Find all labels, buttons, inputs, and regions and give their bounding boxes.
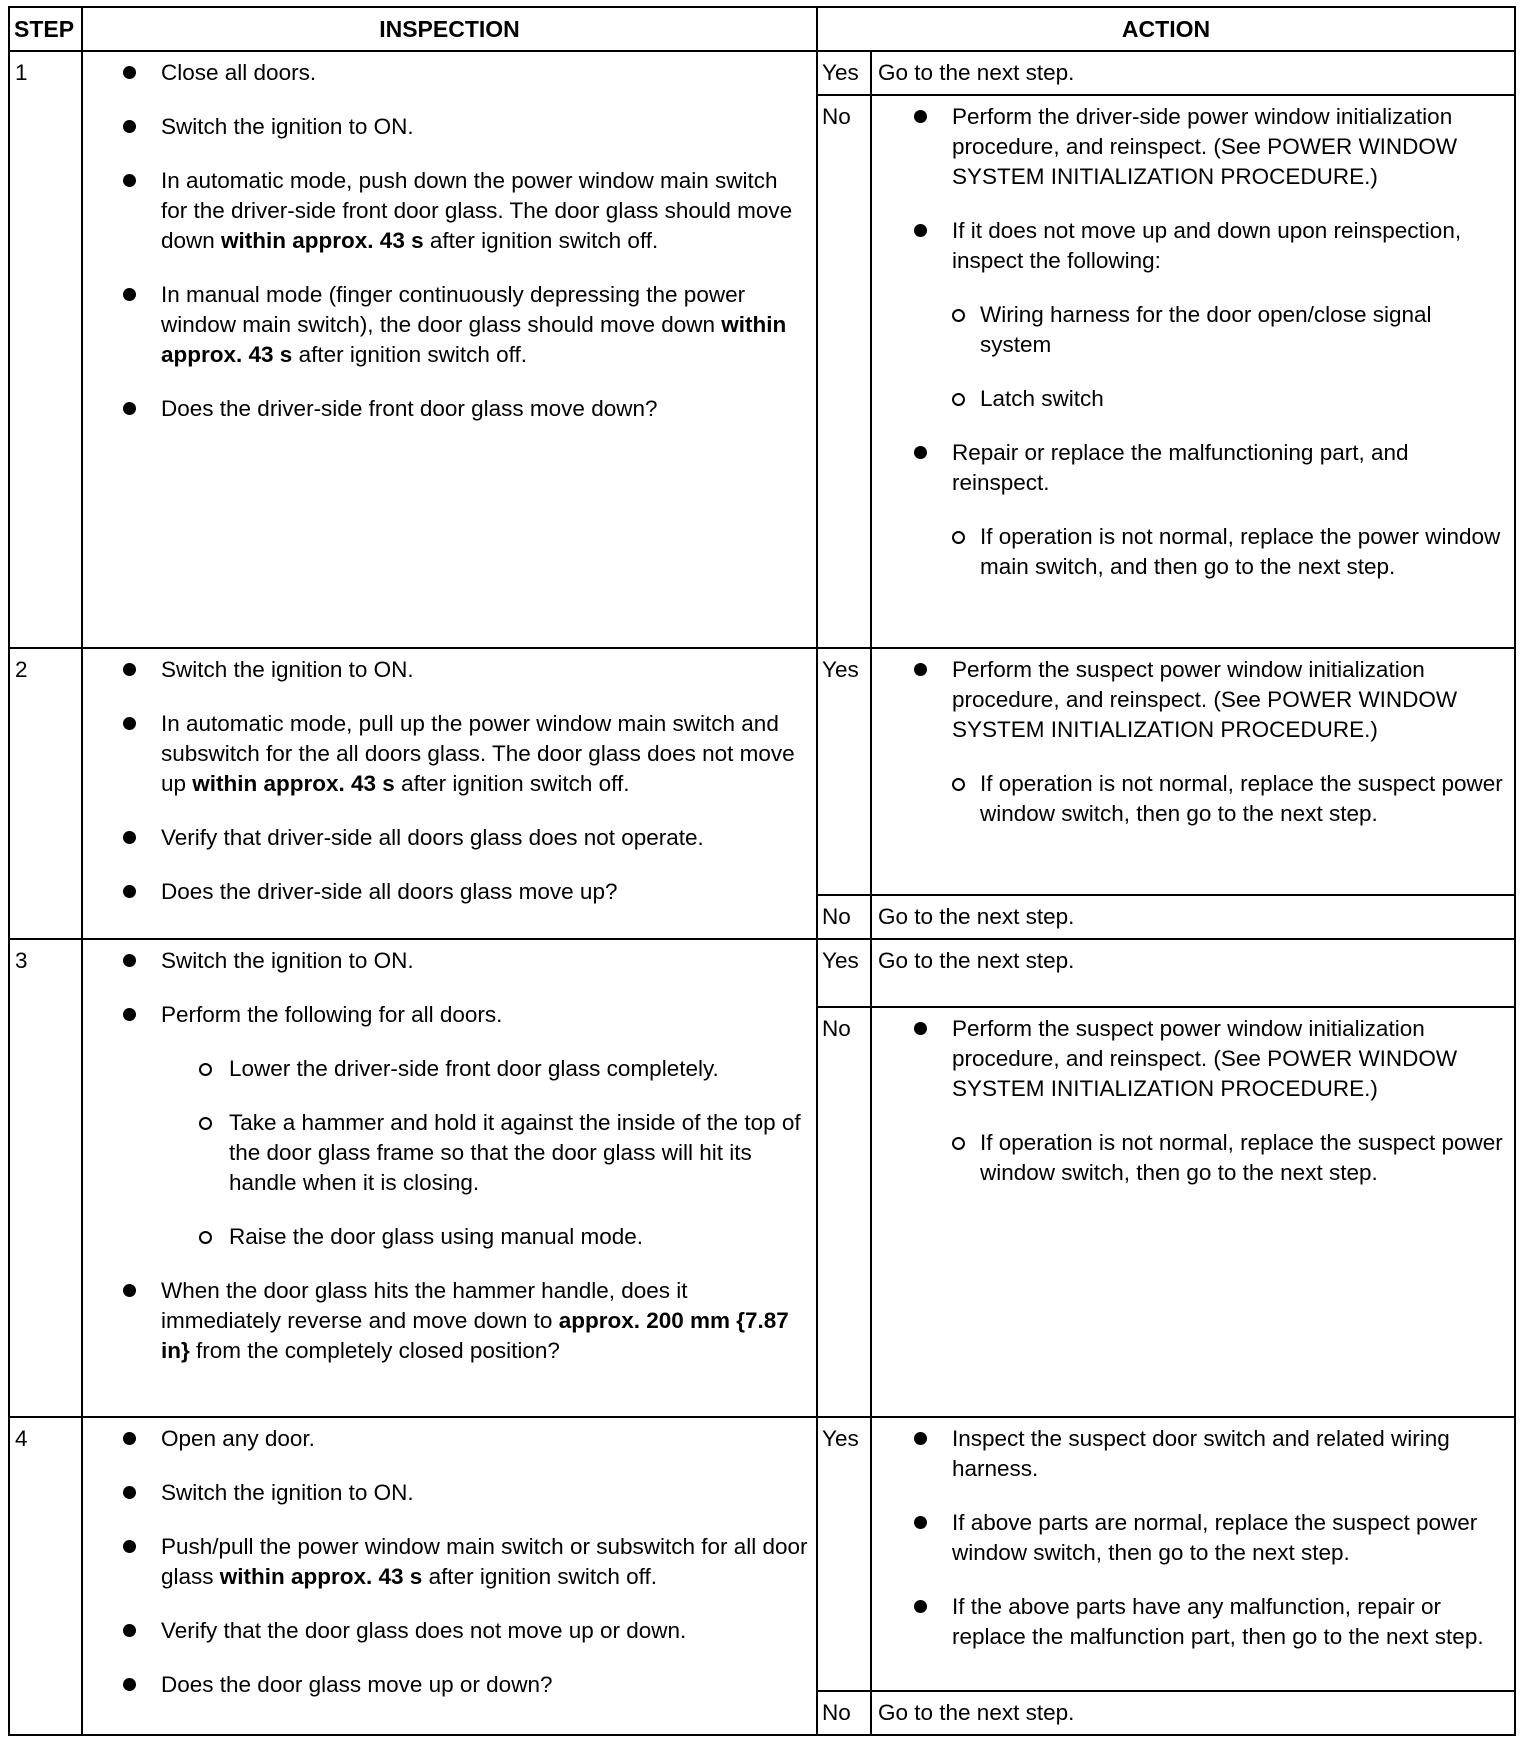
action-item: Perform the suspect power window initialization procedure, and reinspect. (See POWER WINDOW SYSTEM INITIALIZATION PROCEDURE.) — [912, 655, 1506, 745]
bullet-icon — [914, 1600, 927, 1613]
no-action: Go to the next step. — [871, 895, 1515, 939]
inspection-item: In manual mode (finger continuously depressing the power window main switch), the door glass should move down within approx. 43 s after ignition switch off. — [121, 280, 808, 370]
action-item: Inspect the suspect door switch and related wiring harness. — [912, 1424, 1506, 1484]
step-number: 2 — [9, 648, 82, 939]
bullet-icon — [914, 1022, 927, 1035]
bullet-icon — [123, 288, 136, 301]
bullet-icon — [123, 1432, 136, 1445]
step-1-inspection — [82, 51, 817, 648]
bullet-icon — [123, 66, 136, 79]
inspection-item: In automatic mode, push down the power window main switch for the driver-side front door glass. The door glass should move down within approx. 43 s after ignition switch off. — [121, 166, 808, 256]
bullet-icon — [914, 224, 927, 237]
bullet-icon — [914, 446, 927, 459]
inspection-item: When the door glass hits the hammer handle, does it immediately reverse and move down to approx. 200 mm {7.87 in} from the completely closed position? — [121, 1276, 808, 1366]
circle-bullet-icon — [952, 393, 965, 406]
inspection-procedure-sheet — [8, 6, 1514, 1736]
bullet-icon — [123, 1678, 136, 1691]
bullet-icon — [123, 1486, 136, 1499]
no-action: Go to the next step. — [871, 1691, 1515, 1735]
inspection-item: Does the driver-side all doors glass move up? — [121, 877, 808, 907]
bullet-icon — [123, 1008, 136, 1021]
header-row — [9, 7, 1515, 51]
inspection-subitem: Raise the door glass using manual mode. — [121, 1222, 808, 1252]
no-label: No — [817, 895, 871, 939]
step-2-inspection — [82, 648, 817, 939]
inspection-item: Push/pull the power window main switch or subswitch for all door glass within approx. 43 s after ignition switch off. — [121, 1532, 808, 1592]
step-number: 4 — [9, 1417, 82, 1735]
action-subitem: Wiring harness for the door open/close signal system — [912, 300, 1506, 360]
step-number: 1 — [9, 51, 82, 648]
bullet-icon — [123, 885, 136, 898]
inspection-item: Verify that driver-side all doors glass does not operate. — [121, 823, 808, 853]
bullet-icon — [914, 663, 927, 676]
bullet-icon — [123, 831, 136, 844]
inspection-item: Does the driver-side front door glass move down? — [121, 394, 808, 424]
yes-label: Yes — [817, 648, 871, 895]
circle-bullet-icon — [952, 778, 965, 791]
step-4-inspection — [82, 1417, 817, 1735]
yes-label: Yes — [817, 939, 871, 1007]
header-action: ACTION — [817, 7, 1515, 51]
action-item: If the above parts have any malfunction, repair or replace the malfunction part, then go to the next step. — [912, 1592, 1506, 1652]
inspection-item: Switch the ignition to ON. — [121, 655, 808, 685]
troubleshooting-table — [8, 6, 1516, 1736]
no-action — [871, 1007, 1515, 1416]
inspection-item: Switch the ignition to ON. — [121, 112, 808, 142]
step-4-row-yes — [9, 1417, 1515, 1691]
inspection-item: Does the door glass move up or down? — [121, 1670, 808, 1700]
circle-bullet-icon — [952, 309, 965, 322]
bullet-icon — [123, 174, 136, 187]
circle-bullet-icon — [199, 1117, 212, 1130]
inspection-item: Switch the ignition to ON. — [121, 946, 808, 976]
yes-action — [871, 648, 1515, 895]
circle-bullet-icon — [199, 1063, 212, 1076]
no-label: No — [817, 1691, 871, 1735]
yes-label: Yes — [817, 51, 871, 95]
bullet-icon — [123, 1284, 136, 1297]
bullet-icon — [123, 663, 136, 676]
yes-action: Go to the next step. — [871, 51, 1515, 95]
circle-bullet-icon — [952, 531, 965, 544]
inspection-subitem: Lower the driver-side front door glass completely. — [121, 1054, 808, 1084]
circle-bullet-icon — [199, 1231, 212, 1244]
yes-label: Yes — [817, 1417, 871, 1691]
inspection-item: In automatic mode, pull up the power window main switch and subswitch for the all doors glass. The door glass does not move up within approx. 43 s after ignition switch off. — [121, 709, 808, 799]
header-step: STEP — [9, 7, 82, 51]
step-1-row-yes — [9, 51, 1515, 95]
yes-action — [871, 1417, 1515, 1691]
no-label: No — [817, 1007, 871, 1416]
bullet-icon — [914, 1516, 927, 1529]
inspection-item: Open any door. — [121, 1424, 808, 1454]
action-item: Repair or replace the malfunctioning part, and reinspect. — [912, 438, 1506, 498]
bullet-icon — [123, 717, 136, 730]
no-label: No — [817, 95, 871, 648]
inspection-item: Verify that the door glass does not move up or down. — [121, 1616, 808, 1646]
bullet-icon — [123, 1540, 136, 1553]
no-action — [871, 95, 1515, 648]
action-item: If above parts are normal, replace the suspect power window switch, then go to the next step. — [912, 1508, 1506, 1568]
action-subitem: If operation is not normal, replace the suspect power window switch, then go to the next step. — [912, 1128, 1506, 1188]
action-item: Perform the suspect power window initialization procedure, and reinspect. (See POWER WINDOW SYSTEM INITIALIZATION PROCEDURE.) — [912, 1014, 1506, 1104]
bullet-icon — [123, 120, 136, 133]
step-2-row-yes — [9, 648, 1515, 895]
action-item: Perform the driver-side power window initialization procedure, and reinspect. (See POWER WINDOW SYSTEM INITIALIZATION PROCEDURE.) — [912, 102, 1506, 192]
circle-bullet-icon — [952, 1137, 965, 1150]
step-3-row-yes — [9, 939, 1515, 1007]
inspection-item: Perform the following for all doors. — [121, 1000, 808, 1030]
bullet-icon — [914, 1432, 927, 1445]
step-3-inspection — [82, 939, 817, 1416]
bullet-icon — [123, 1624, 136, 1637]
bullet-icon — [123, 954, 136, 967]
action-item: If it does not move up and down upon reinspection, inspect the following: — [912, 216, 1506, 276]
bullet-icon — [123, 402, 136, 415]
action-subitem: If operation is not normal, replace the power window main switch, and then go to the next step. — [912, 522, 1506, 582]
inspection-subitem: Take a hammer and hold it against the inside of the top of the door glass frame so that the door glass will hit its handle when it is closing. — [121, 1108, 808, 1198]
action-subitem: If operation is not normal, replace the suspect power window switch, then go to the next step. — [912, 769, 1506, 829]
action-subitem: Latch switch — [912, 384, 1506, 414]
bullet-icon — [914, 110, 927, 123]
header-inspection: INSPECTION — [82, 7, 817, 51]
inspection-item: Switch the ignition to ON. — [121, 1478, 808, 1508]
yes-action: Go to the next step. — [871, 939, 1515, 1007]
step-number: 3 — [9, 939, 82, 1416]
inspection-item: Close all doors. — [121, 58, 808, 88]
